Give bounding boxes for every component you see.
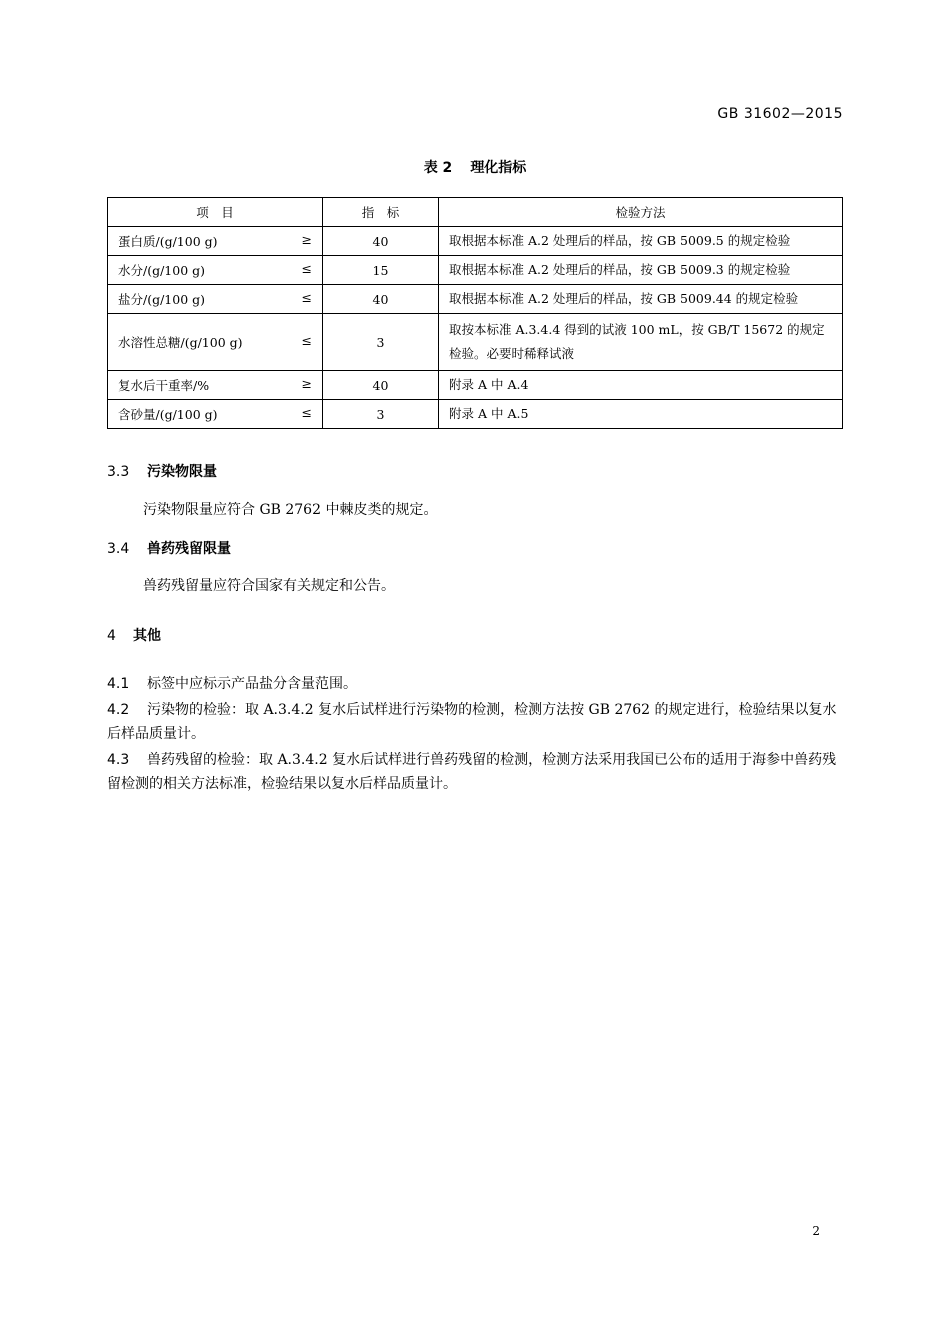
column-header-value: 指 标 xyxy=(323,198,439,227)
table-row xyxy=(108,285,843,314)
table-header-row xyxy=(108,198,843,227)
method-cell: 取按本标准 A.3.4.4 得到的试液 100 mL，按 GB/T 15672 的规定检验。必要时稀释试液 xyxy=(439,314,843,371)
value-cell: 15 xyxy=(323,256,439,285)
item-label: 水分/(g/100 g) xyxy=(118,263,206,278)
clause-number: 4.3 xyxy=(107,752,130,768)
comparison-operator: ≤ xyxy=(301,333,312,348)
table-row xyxy=(108,400,843,429)
method-cell: 取根据本标准 A.2 处理后的样品，按 GB 5009.3 的规定检验 xyxy=(439,256,843,285)
table-title: 理化指标 xyxy=(470,160,527,176)
value-cell: 40 xyxy=(323,371,439,400)
column-header-item: 项 目 xyxy=(108,198,323,227)
value-cell: 40 xyxy=(323,227,439,256)
section-number: 3.4 xyxy=(107,541,130,557)
clause-number: 4.1 xyxy=(107,676,130,692)
comparison-operator: ≤ xyxy=(301,405,312,420)
section-body-3-4: 兽药残留量应符合国家有关规定和公告。 xyxy=(143,578,395,594)
clause-text: 污染物的检验：取 A.3.4.2 复水后试样进行污染物的检测，检测方法按 GB 2762 的规定进行，检验结果以复水后样品质量计。 xyxy=(107,702,837,742)
section-title: 兽药残留限量 xyxy=(147,541,231,557)
item-cell xyxy=(108,285,323,314)
table-row xyxy=(108,371,843,400)
section-title: 其他 xyxy=(133,628,161,644)
clause-text: 兽药残留的检验：取 A.3.4.2 复水后试样进行兽药残留的检测，检测方法采用我国已公布的适用于海参中兽药残留检测的相关方法标准，检验结果以复水后样品质量计。 xyxy=(107,752,837,792)
item-cell xyxy=(108,371,323,400)
item-cell xyxy=(108,256,323,285)
section-number: 3.3 xyxy=(107,464,130,480)
section-heading-3-3 xyxy=(107,461,217,481)
value-cell: 40 xyxy=(323,285,439,314)
physicochemical-table xyxy=(107,197,843,429)
item-cell xyxy=(108,400,323,429)
table-row xyxy=(108,314,843,371)
section-body-3-3: 污染物限量应符合 GB 2762 中棘皮类的规定。 xyxy=(143,502,438,518)
item-label: 复水后干重率/% xyxy=(118,378,210,393)
table-number: 表 2 xyxy=(423,160,453,176)
value-cell: 3 xyxy=(323,314,439,371)
comparison-operator: ≤ xyxy=(301,261,312,276)
page-number: 2 xyxy=(812,1224,820,1238)
section-number: 4 xyxy=(107,628,116,644)
value-cell: 3 xyxy=(323,400,439,429)
item-label: 蛋白质/(g/100 g) xyxy=(118,234,218,249)
standard-code: GB 31602—2015 xyxy=(717,106,843,122)
comparison-operator: ≥ xyxy=(301,232,312,247)
item-cell xyxy=(108,314,323,371)
item-label: 含砂量/(g/100 g) xyxy=(118,407,218,422)
table-row xyxy=(108,256,843,285)
method-cell: 取根据本标准 A.2 处理后的样品，按 GB 5009.5 的规定检验 xyxy=(439,227,843,256)
column-header-method: 检验方法 xyxy=(439,198,843,227)
comparison-operator: ≤ xyxy=(301,290,312,305)
clause-text: 标签中应标示产品盐分含量范围。 xyxy=(147,676,357,692)
item-label: 水溶性总糖/(g/100 g) xyxy=(118,335,243,350)
section-heading-4 xyxy=(107,625,161,645)
table-caption xyxy=(0,157,950,177)
clause-number: 4.2 xyxy=(107,702,130,718)
section-heading-3-4 xyxy=(107,538,231,558)
clause-4-2 xyxy=(107,698,843,746)
method-cell: 取根据本标准 A.2 处理后的样品，按 GB 5009.44 的规定检验 xyxy=(439,285,843,314)
clause-4-3 xyxy=(107,748,843,796)
method-cell: 附录 A 中 A.4 xyxy=(439,371,843,400)
table-row xyxy=(108,227,843,256)
item-cell xyxy=(108,227,323,256)
clause-4-1 xyxy=(107,672,843,696)
comparison-operator: ≥ xyxy=(301,376,312,391)
method-cell: 附录 A 中 A.5 xyxy=(439,400,843,429)
item-label: 盐分/(g/100 g) xyxy=(118,292,206,307)
section-title: 污染物限量 xyxy=(147,464,217,480)
